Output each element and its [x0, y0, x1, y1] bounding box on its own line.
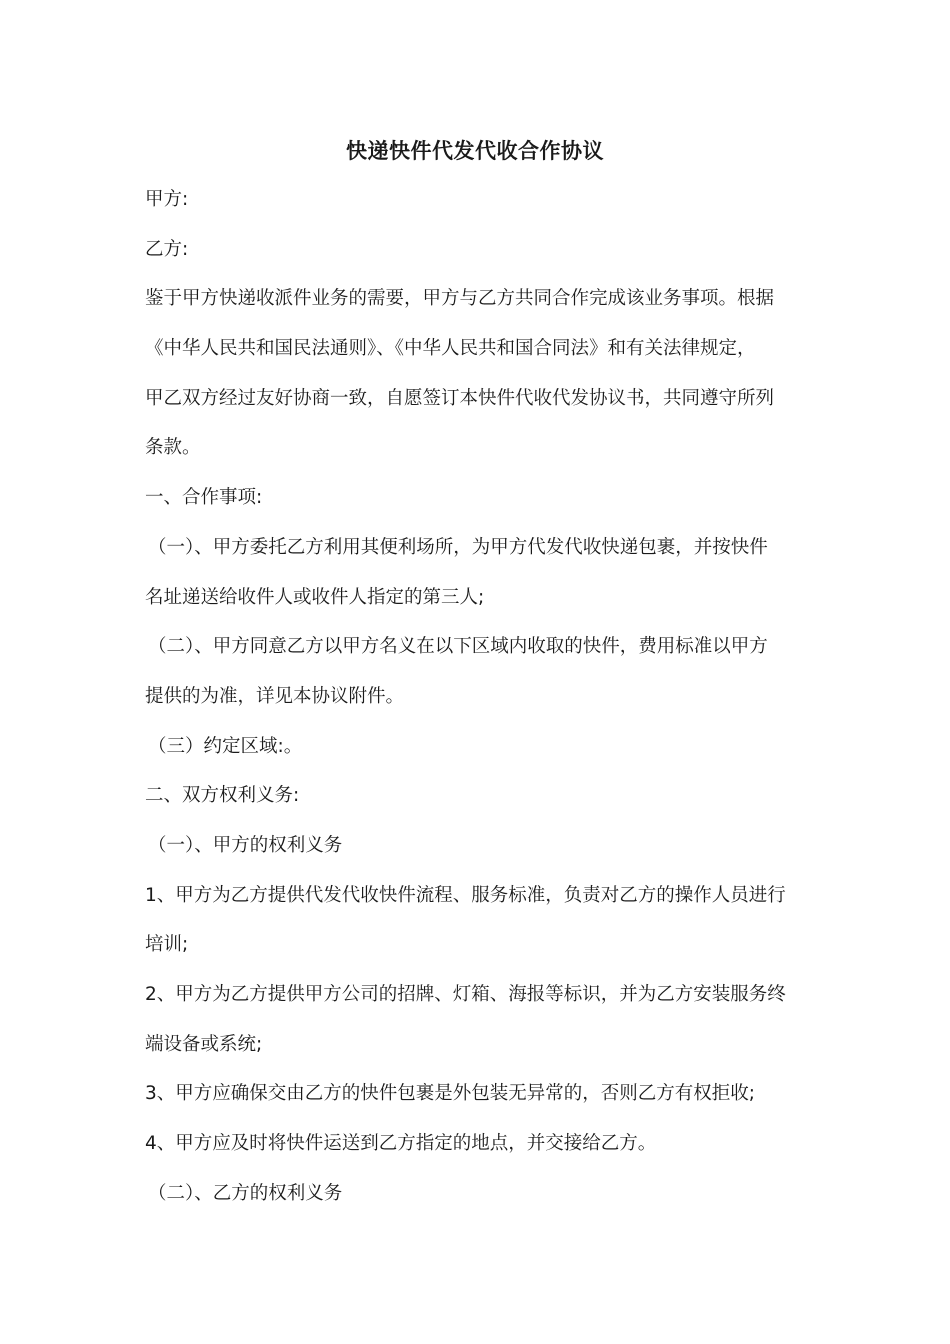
section-heading-rights: 二、双方权利义务: — [145, 785, 300, 807]
item-1-line-2: 培训; — [145, 934, 189, 956]
item-3-line: 3、甲方应确保交由乙方的快件包裹是外包装无异常的，否则乙方有权拒收; — [145, 1083, 756, 1105]
section-heading-cooperation: 一、合作事项: — [145, 487, 263, 509]
preamble-line-2: 《中华人民共和国民法通则》、《中华人民共和国合同法》和有关法律规定， — [145, 338, 756, 360]
clause-1-2-line-2: 提供的为准，详见本协议附件。 — [145, 685, 405, 707]
clause-1-3-line: （三）约定区域:。 — [148, 735, 303, 757]
item-2-line-2: 端设备或系统; — [145, 1033, 263, 1055]
item-1-line-1: 1、甲方为乙方提供代发代收快件流程、服务标准，负责对乙方的操作人员进行 — [145, 884, 786, 906]
clause-1-1-line-2: 名址递送给收件人或收件人指定的第三人; — [145, 586, 485, 608]
subsection-party-b-rights: （二）、乙方的权利义务 — [148, 1182, 343, 1204]
clause-1-1-line-1: （一）、甲方委托乙方利用其便利场所，为甲方代发代收快递包裹，并按快件 — [148, 536, 768, 558]
clause-1-2-line-1: （二）、甲方同意乙方以甲方名义在以下区域内收取的快件，费用标准以甲方 — [148, 636, 768, 658]
item-4-line: 4、甲方应及时将快件运送到乙方指定的地点，并交接给乙方。 — [145, 1133, 657, 1155]
party-a-line: 甲方: — [145, 189, 189, 210]
preamble-line-4: 条款。 — [145, 437, 201, 459]
document-title: 快递快件代发代收合作协议 — [346, 139, 604, 163]
document-body — [145, 185, 815, 1228]
party-b-line: 乙方: — [145, 238, 189, 260]
item-2-line-1: 2、甲方为乙方提供甲方公司的招牌、灯箱、海报等标识，并为乙方安装服务终 — [145, 984, 786, 1005]
preamble-line-3: 甲乙双方经过友好协商一致，自愿签订本快件代收代发协议书，共同遵守所列 — [145, 387, 775, 409]
preamble-line-1: 鉴于甲方快递收派件业务的需要，甲方与乙方共同合作完成该业务事项。根据 — [145, 288, 775, 310]
subsection-party-a-rights: （一）、甲方的权利义务 — [148, 834, 343, 856]
